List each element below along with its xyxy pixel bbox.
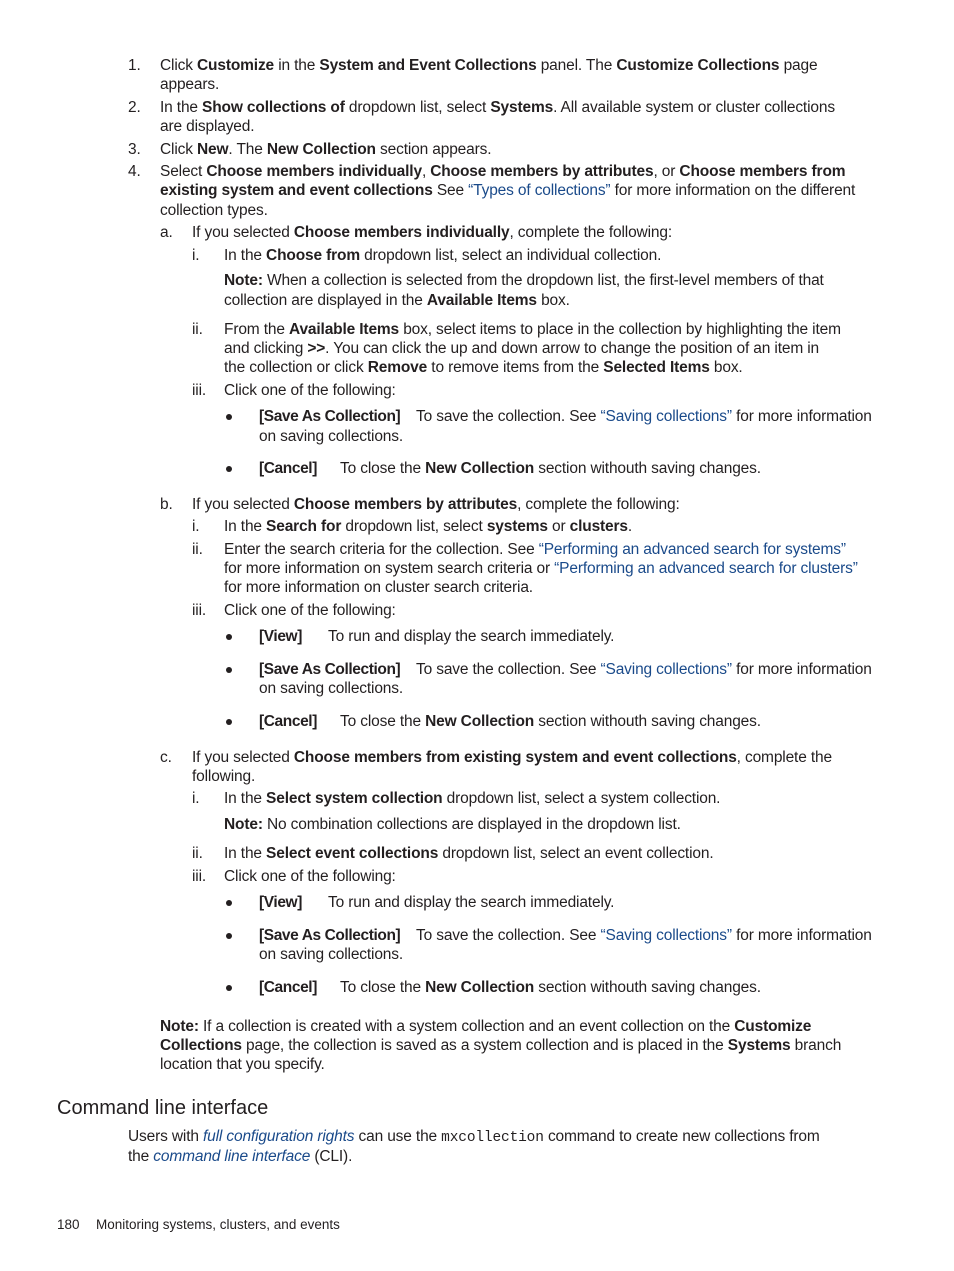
- text: In the: [224, 518, 267, 535]
- text: dropdown list, select: [341, 518, 487, 535]
- text: Click: [160, 57, 197, 74]
- sub-a-ii-line-2: [224, 339, 819, 358]
- text: To save the collection. See: [416, 408, 601, 425]
- ui-term: Customize: [197, 57, 275, 74]
- step-4-line-1: [160, 162, 845, 181]
- text: page: [779, 57, 818, 74]
- option-cancel-desc: [340, 459, 761, 478]
- bullet-icon: [226, 667, 232, 673]
- sub-c-i-number: i.: [192, 790, 200, 807]
- ui-term: Choose members by attributes: [293, 496, 518, 513]
- ui-term: Show collections of: [202, 99, 345, 116]
- sub-c-iii-line: Click one of the following:: [224, 868, 396, 885]
- save-as-collection-label: [Save As Collection]: [259, 927, 401, 944]
- text: . All available system or cluster collections: [553, 99, 835, 116]
- text: dropdown list, select: [344, 99, 491, 116]
- option-cancel-label: [259, 459, 317, 478]
- sub-a-ii-line-3: [224, 358, 743, 377]
- option-save-line-2: on saving collections.: [259, 428, 404, 445]
- text: ,: [421, 163, 431, 180]
- code-command: mxcollection: [441, 1130, 544, 1146]
- ui-term: New Collection: [425, 460, 535, 477]
- sub-c-line-2: following.: [192, 768, 256, 785]
- cancel-label: [Cancel]: [259, 713, 317, 730]
- ui-term: Search for: [266, 518, 342, 535]
- text: In the: [160, 99, 203, 116]
- ui-term: Selected Items: [603, 359, 710, 376]
- bullet-icon: [226, 933, 232, 939]
- text: , complete the following:: [509, 224, 672, 241]
- sub-b-iii-number: iii.: [192, 602, 207, 619]
- step-2-line-2: are displayed.: [160, 118, 255, 135]
- sub-a-letter: a.: [160, 224, 173, 241]
- option-view-desc: To run and display the search immediately.: [328, 894, 615, 911]
- text: In the: [224, 790, 267, 807]
- sub-a-note-line-2: [224, 291, 570, 310]
- text: . You can click the up and down arrow to change the position of an item in: [325, 340, 820, 357]
- text: See: [432, 182, 469, 199]
- link-advanced-search-clusters[interactable]: “Performing an advanced search for clusters”: [554, 560, 858, 577]
- text: or: [547, 518, 570, 535]
- sub-c-ii-line: [224, 844, 713, 863]
- page-number: 180: [57, 1217, 80, 1232]
- ui-term: Choose members from existing system and event collections: [293, 749, 737, 766]
- option-save-line-1: [259, 926, 400, 945]
- ui-term: Select event collections: [266, 845, 439, 862]
- option-cancel-label: [259, 978, 317, 997]
- option-cancel-desc: [340, 978, 761, 997]
- text: box, select items to place in the collection by highlighting the item: [399, 321, 841, 338]
- step-1-line-2: appears.: [160, 76, 220, 93]
- text: dropdown list, select an individual collection.: [360, 247, 662, 264]
- link-saving-collections[interactable]: “Saving collections”: [600, 408, 732, 425]
- text: No combination collections are displayed in the dropdown list.: [262, 816, 681, 833]
- text: section withouth saving changes.: [534, 979, 761, 996]
- link-saving-collections[interactable]: “Saving collections”: [600, 927, 732, 944]
- text: To save the collection. See: [416, 661, 601, 678]
- text: in the: [274, 57, 320, 74]
- ui-term: Available Items: [288, 321, 400, 338]
- text: To close the: [340, 979, 426, 996]
- text: dropdown list, select an event collection.: [438, 845, 714, 862]
- note-label: Note:: [160, 1018, 199, 1035]
- text: Enter the search criteria for the collection. See: [224, 541, 539, 558]
- ui-term: Systems: [727, 1037, 791, 1054]
- sub-a-line: [192, 223, 672, 242]
- ui-term: New Collection: [425, 713, 535, 730]
- text: Users with: [128, 1128, 204, 1145]
- text: box.: [536, 292, 570, 309]
- text: for more information: [731, 927, 872, 944]
- text: .: [627, 518, 633, 535]
- text: From the: [224, 321, 289, 338]
- ui-term: New Collection: [266, 141, 376, 158]
- ui-term: Choose from: [266, 247, 360, 264]
- step-4-line-2: [160, 181, 855, 200]
- text: to remove items from the: [427, 359, 604, 376]
- bullet-icon: [226, 466, 232, 472]
- text: section withouth saving changes.: [534, 713, 761, 730]
- bullet-icon: [226, 985, 232, 991]
- sub-b-i-number: i.: [192, 518, 200, 535]
- cancel-label: [Cancel]: [259, 979, 317, 996]
- text: To close the: [340, 713, 426, 730]
- text: If you selected: [192, 749, 294, 766]
- sub-b-i-line: [224, 517, 632, 536]
- text: If you selected: [192, 224, 294, 241]
- bullet-icon: [226, 414, 232, 420]
- cli-line-2: [128, 1147, 352, 1166]
- link-advanced-search-systems[interactable]: “Performing an advanced search for systems”: [538, 541, 846, 558]
- sub-b-ii-line-3: for more information on cluster search criteria.: [224, 579, 533, 596]
- ui-term: Customize Collections: [616, 57, 780, 74]
- step-3-line-1: [160, 140, 491, 159]
- note-label: Note:: [224, 816, 263, 833]
- sub-c-iii-number: iii.: [192, 868, 207, 885]
- sub-a-iii-number: iii.: [192, 382, 207, 399]
- ui-term: Systems: [490, 99, 554, 116]
- ui-term: Choose members from: [679, 163, 846, 180]
- ui-term: Choose members by attributes: [430, 163, 654, 180]
- step-3-number: 3.: [128, 141, 141, 158]
- ui-term: Choose members individually: [206, 163, 422, 180]
- final-note-line-3: location that you specify.: [160, 1056, 325, 1073]
- text: , complete the following:: [517, 496, 680, 513]
- note-label: Note:: [224, 272, 263, 289]
- ui-term: systems: [486, 518, 548, 535]
- ui-term: New Collection: [425, 979, 535, 996]
- text: section withouth saving changes.: [534, 460, 761, 477]
- save-as-collection-label: [Save As Collection]: [259, 408, 401, 425]
- step-2-line-1: [160, 98, 835, 117]
- option-save-line-1: [259, 407, 400, 426]
- step-4-number: 4.: [128, 163, 141, 180]
- text: box.: [709, 359, 743, 376]
- sub-a-i-line: [224, 246, 661, 265]
- option-save-desc-1: [416, 660, 872, 679]
- text: , or: [653, 163, 680, 180]
- sub-b-line: [192, 495, 680, 514]
- section-heading: Command line interface: [57, 1097, 269, 1119]
- text: If you selected: [192, 496, 294, 513]
- link-full-configuration-rights[interactable]: full configuration rights: [203, 1128, 355, 1145]
- sub-a-i-number: i.: [192, 247, 200, 264]
- ui-term: clusters: [569, 518, 628, 535]
- cli-line-1: [128, 1127, 820, 1148]
- step-2-number: 2.: [128, 99, 141, 116]
- text: section appears.: [375, 141, 492, 158]
- bullet-icon: [226, 900, 232, 906]
- text: When a collection is selected from the dropdown list, the first-level members of that: [262, 272, 824, 289]
- cancel-label: [Cancel]: [259, 460, 317, 477]
- sub-a-ii-line-1: [224, 320, 841, 339]
- text: . The: [228, 141, 267, 158]
- text: the: [128, 1148, 154, 1165]
- ui-term: Select system collection: [266, 790, 443, 807]
- option-save-line-2: on saving collections.: [259, 946, 404, 963]
- option-view-label: [259, 627, 302, 646]
- text: (CLI).: [310, 1148, 353, 1165]
- final-note-line-1: [160, 1017, 811, 1036]
- text: for more information on the different: [610, 182, 856, 199]
- text: can use the: [354, 1128, 442, 1145]
- sub-c-ii-number: ii.: [192, 845, 203, 862]
- step-4-line-3: collection types.: [160, 202, 268, 219]
- text: for more information on system search criteria or: [224, 560, 555, 577]
- sub-b-letter: b.: [160, 496, 173, 513]
- sub-a-iii-line: Click one of the following:: [224, 382, 396, 399]
- ui-term: Remove: [367, 359, 428, 376]
- footer-title: Monitoring systems, clusters, and events: [96, 1217, 340, 1232]
- text: the collection or click: [224, 359, 368, 376]
- ui-term: Choose members individually: [293, 224, 510, 241]
- text: panel. The: [536, 57, 617, 74]
- sub-c-letter: c.: [160, 749, 172, 766]
- sub-a-ii-number: ii.: [192, 321, 203, 338]
- text: In the: [224, 247, 267, 264]
- text: If a collection is created with a system collection and an event collection on the: [198, 1018, 735, 1035]
- step-1-number: 1.: [128, 57, 141, 74]
- text: In the: [224, 845, 267, 862]
- text: and clicking: [224, 340, 308, 357]
- text: command to create new collections from: [543, 1128, 820, 1145]
- text: branch: [790, 1037, 842, 1054]
- ui-term: >>: [307, 340, 326, 357]
- text: for more information: [731, 661, 872, 678]
- option-cancel-desc: [340, 712, 761, 731]
- link-command-line-interface[interactable]: command line interface: [153, 1148, 311, 1165]
- sub-c-line-1: [192, 748, 832, 767]
- ui-term: Available Items: [426, 292, 537, 309]
- bullet-icon: [226, 634, 232, 640]
- save-as-collection-label: [Save As Collection]: [259, 661, 401, 678]
- bullet-icon: [226, 719, 232, 725]
- option-view-desc: To run and display the search immediately.: [328, 628, 615, 645]
- option-save-desc-1: [416, 926, 872, 945]
- text: Click: [160, 141, 197, 158]
- view-label: [View]: [259, 628, 302, 645]
- text: To close the: [340, 460, 426, 477]
- sub-a-note-line-1: [224, 271, 824, 290]
- link-saving-collections[interactable]: “Saving collections”: [600, 661, 732, 678]
- sub-b-ii-line-2: [224, 559, 858, 578]
- final-note-line-2: [160, 1036, 841, 1055]
- text: for more information: [731, 408, 872, 425]
- text: , complete the: [736, 749, 832, 766]
- ui-term: System and Event Collections: [319, 57, 537, 74]
- sub-b-iii-line: Click one of the following:: [224, 602, 396, 619]
- option-view-label: [259, 893, 302, 912]
- sub-b-ii-line-1: [224, 540, 846, 559]
- text: collection are displayed in the: [224, 292, 427, 309]
- option-save-line-1: [259, 660, 400, 679]
- ui-term: Customize: [734, 1018, 812, 1035]
- sub-b-ii-number: ii.: [192, 541, 203, 558]
- text: dropdown list, select a system collection.: [442, 790, 721, 807]
- ui-term: New: [197, 141, 229, 158]
- text: page, the collection is saved as a system collection and is placed in the: [241, 1037, 728, 1054]
- sub-c-note: [224, 815, 681, 834]
- view-label: [View]: [259, 894, 302, 911]
- option-save-desc-1: [416, 407, 872, 426]
- step-1-line-1: [160, 56, 817, 75]
- text: To save the collection. See: [416, 927, 601, 944]
- link-types-of-collections[interactable]: “Types of collections”: [468, 182, 611, 199]
- ui-term: existing system and event collections: [160, 182, 433, 199]
- sub-c-i-line: [224, 789, 720, 808]
- option-save-line-2: on saving collections.: [259, 680, 404, 697]
- text: Select: [160, 163, 207, 180]
- option-cancel-label: [259, 712, 317, 731]
- ui-term: Collections: [160, 1037, 242, 1054]
